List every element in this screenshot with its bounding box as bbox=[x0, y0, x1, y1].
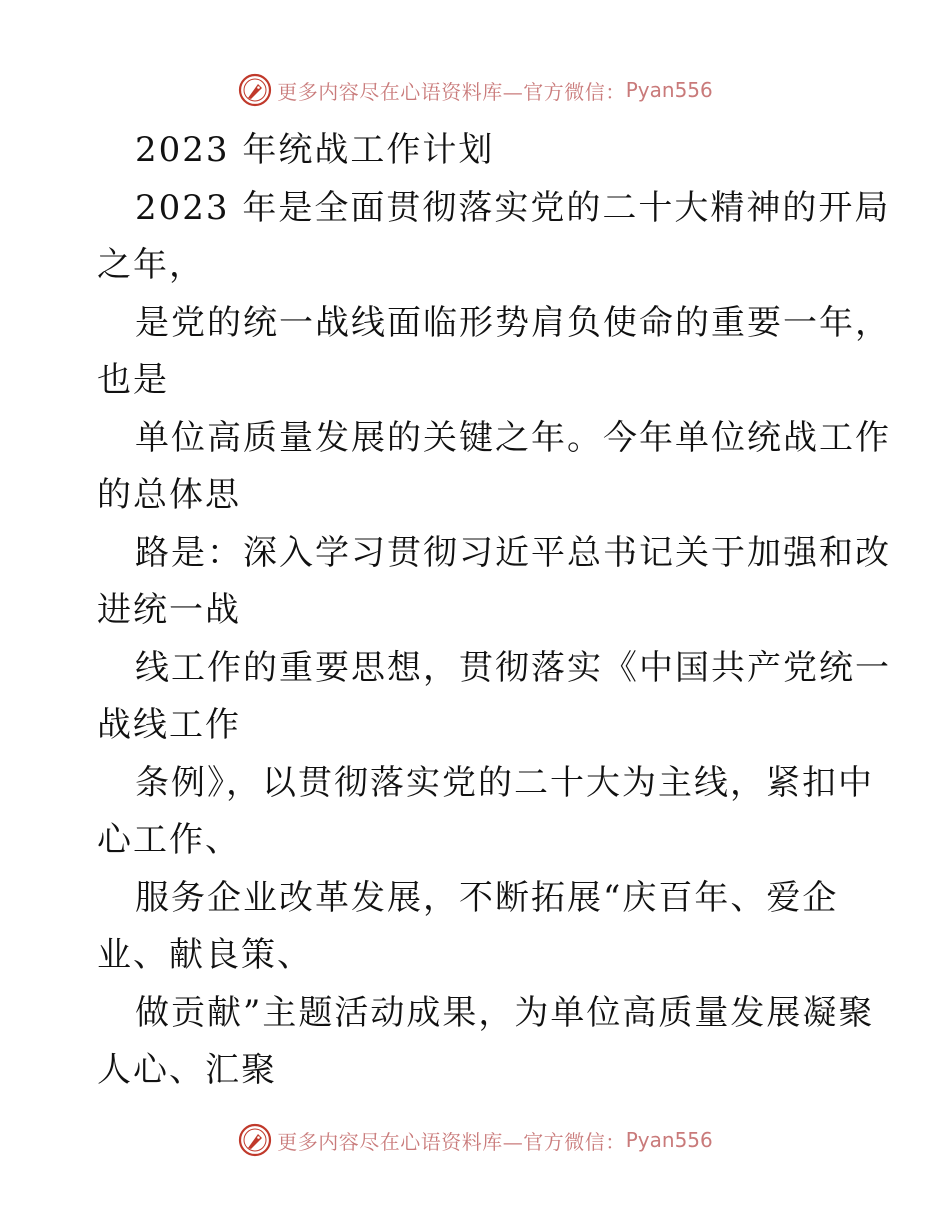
header-watermark bbox=[0, 70, 950, 110]
watermark-text: 更多内容尽在心语资料库—官方微信： bbox=[277, 1129, 626, 1154]
text-line: 业、献良策、 bbox=[97, 935, 313, 975]
text-line: 单位高质量发展的关键之年。今年单位统战工作 bbox=[135, 417, 891, 458]
pen-nib-logo-icon bbox=[237, 72, 273, 108]
watermark-text: 更多内容尽在心语资料库—官方微信： bbox=[277, 79, 626, 104]
text-line: 之年， bbox=[97, 245, 205, 285]
text-line: 做贡献”主题活动成果，为单位高质量发展凝聚 bbox=[135, 992, 875, 1033]
footer-watermark bbox=[0, 1120, 950, 1160]
text-line: 是党的统一战线面临形势肩负使命的重要一年， bbox=[135, 302, 891, 343]
text-line: 战线工作 bbox=[97, 705, 241, 745]
document-body bbox=[97, 122, 891, 1100]
text-line: 线工作的重要思想，贯彻落实《中国共产党统一 bbox=[135, 647, 891, 688]
text-line: 也是 bbox=[97, 360, 169, 400]
text-line: 的总体思 bbox=[97, 475, 241, 515]
text-line: 心工作、 bbox=[97, 820, 241, 860]
text-line: 服务企业改革发展，不断拓展“庆百年、爱企 bbox=[135, 877, 839, 918]
pen-nib-logo-icon bbox=[237, 1122, 273, 1158]
watermark-wechat-id: Pyan556 bbox=[625, 1128, 713, 1152]
text-line: 2023 年是全面贯彻落实党的二十大精神的开局 bbox=[135, 187, 891, 228]
text-line: 进统一战 bbox=[97, 590, 241, 630]
text-line: 条例》，以贯彻落实党的二十大为主线，紧扣中 bbox=[135, 762, 874, 803]
watermark-wechat-id: Pyan556 bbox=[625, 78, 713, 102]
text-line: 人心、汇聚 bbox=[97, 1050, 277, 1090]
document-title: 2023 年统战工作计划 bbox=[135, 130, 495, 170]
text-line: 路是：深入学习贯彻习近平总书记关于加强和改 bbox=[135, 532, 891, 573]
